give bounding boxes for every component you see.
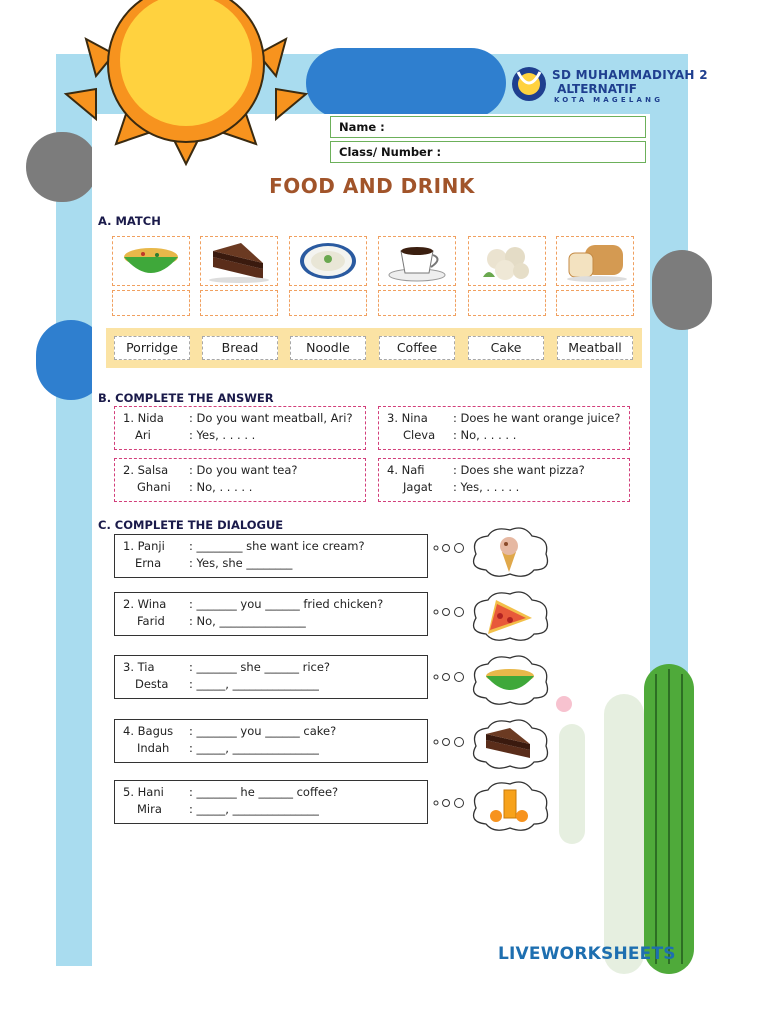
match-image-box [468, 236, 546, 286]
answer-text[interactable]: : No, . . . . . [453, 428, 517, 442]
dialogue-item [114, 592, 428, 636]
school-city: KOTA MAGELANG [554, 96, 664, 104]
dialogue-line[interactable]: : _____, _______________ [189, 802, 319, 816]
match-answer-box[interactable] [112, 290, 190, 316]
word-card[interactable]: Noodle [290, 336, 366, 360]
cloud-decoration [652, 250, 712, 330]
speaker-name: Erna [135, 556, 162, 570]
footer-text: LIVEWORKSHEETS [498, 944, 676, 964]
section-c-heading: C. COMPLETE THE DIALOGUE [98, 518, 284, 532]
answer-item [114, 458, 366, 502]
class-number-field[interactable] [330, 141, 646, 163]
cloud-decoration [306, 48, 506, 118]
coffee-cup-icon [379, 237, 455, 285]
match-image-box [200, 236, 278, 286]
page-title: FOOD AND DRINK [269, 174, 475, 198]
speaker-name: 1. Panji [123, 539, 165, 553]
liveworksheets-logo[interactable] [498, 944, 676, 964]
speaker-name: Desta [135, 677, 169, 691]
word-card[interactable]: Bread [202, 336, 278, 360]
dialogue-line[interactable]: : _____, _______________ [189, 741, 319, 755]
dialogue-line[interactable]: : _______ you ______ fried chicken? [189, 597, 384, 611]
answer-text[interactable]: : Yes, . . . . . [189, 428, 256, 442]
speaker-name: 2. Salsa [123, 463, 169, 477]
sun-icon [56, 0, 316, 174]
name-label: Name : [339, 120, 385, 134]
speaker-name: Jagat [403, 480, 433, 494]
word-bank [106, 328, 642, 368]
dialogue-item [114, 655, 428, 699]
speaker-name: 3. Nina [387, 411, 428, 425]
thought-bubble [466, 778, 552, 834]
speaker-name: Mira [137, 802, 162, 816]
answer-text[interactable]: : Yes, . . . . . [453, 480, 520, 494]
match-answer-box[interactable] [378, 290, 456, 316]
question-text: : Do you want meatball, Ari? [189, 411, 353, 425]
dialogue-line[interactable]: : No, _______________ [189, 614, 306, 628]
school-emblem-icon [510, 64, 548, 104]
match-answer-box[interactable] [468, 290, 546, 316]
question-text: : Do you want tea? [189, 463, 298, 477]
dialogue-line[interactable]: : _______ he ______ coffee? [189, 785, 339, 799]
answer-text[interactable]: : No, . . . . . [189, 480, 253, 494]
speaker-name: 2. Wina [123, 597, 167, 611]
speaker-name: 1. Nida [123, 411, 164, 425]
answer-item [114, 406, 366, 450]
speaker-name: Cleva [403, 428, 436, 442]
speaker-name: Indah [137, 741, 170, 755]
word-card[interactable]: Cake [468, 336, 544, 360]
thought-bubble [466, 588, 552, 644]
worksheet-background [56, 54, 708, 966]
speaker-name: 3. Tia [123, 660, 155, 674]
speaker-name: Ghani [137, 480, 171, 494]
name-field[interactable] [330, 116, 646, 138]
dialogue-item [114, 780, 428, 824]
school-name-line2: ALTERNATIF [557, 82, 637, 96]
speaker-name: 4. Nafi [387, 463, 425, 477]
match-image-box [556, 236, 634, 286]
speaker-name: 5. Hani [123, 785, 164, 799]
dialogue-line[interactable]: : _______ you ______ cake? [189, 724, 337, 738]
answer-item [378, 458, 630, 502]
noodle-bowl-icon [113, 237, 189, 285]
word-card[interactable]: Meatball [557, 336, 633, 360]
dialogue-line[interactable]: : ________ she want ice cream? [189, 539, 365, 553]
cactus-icon [544, 654, 694, 974]
question-text: : Does he want orange juice? [453, 411, 621, 425]
dialogue-item [114, 534, 428, 578]
match-answer-box[interactable] [200, 290, 278, 316]
match-image-box [378, 236, 456, 286]
school-logo [508, 62, 708, 108]
meatball-icon [469, 237, 545, 285]
answer-item [378, 406, 630, 450]
school-name-line1: SD MUHAMMADIYAH 2 [552, 68, 708, 82]
match-answer-box[interactable] [289, 290, 367, 316]
thought-bubble [466, 652, 552, 708]
dialogue-line[interactable]: : _______ she ______ rice? [189, 660, 331, 674]
word-card[interactable]: Coffee [379, 336, 455, 360]
match-image-box [289, 236, 367, 286]
dialogue-line[interactable]: : _____, _______________ [189, 677, 319, 691]
match-answer-box[interactable] [556, 290, 634, 316]
section-b-heading: B. COMPLETE THE ANSWER [98, 391, 274, 405]
porridge-bowl-icon [290, 237, 366, 285]
speaker-name: Ari [135, 428, 151, 442]
class-number-label: Class/ Number : [339, 145, 442, 159]
dialogue-item [114, 719, 428, 763]
bread-icon [557, 237, 633, 285]
cake-icon [201, 237, 277, 285]
dialogue-line[interactable]: : Yes, she ________ [189, 556, 293, 570]
question-text: : Does she want pizza? [453, 463, 585, 477]
thought-bubble [466, 524, 552, 580]
speaker-name: Farid [137, 614, 165, 628]
word-card[interactable]: Porridge [114, 336, 190, 360]
section-a-heading: A. MATCH [98, 214, 161, 228]
speaker-name: 4. Bagus [123, 724, 174, 738]
thought-bubble [466, 716, 552, 772]
match-image-box [112, 236, 190, 286]
